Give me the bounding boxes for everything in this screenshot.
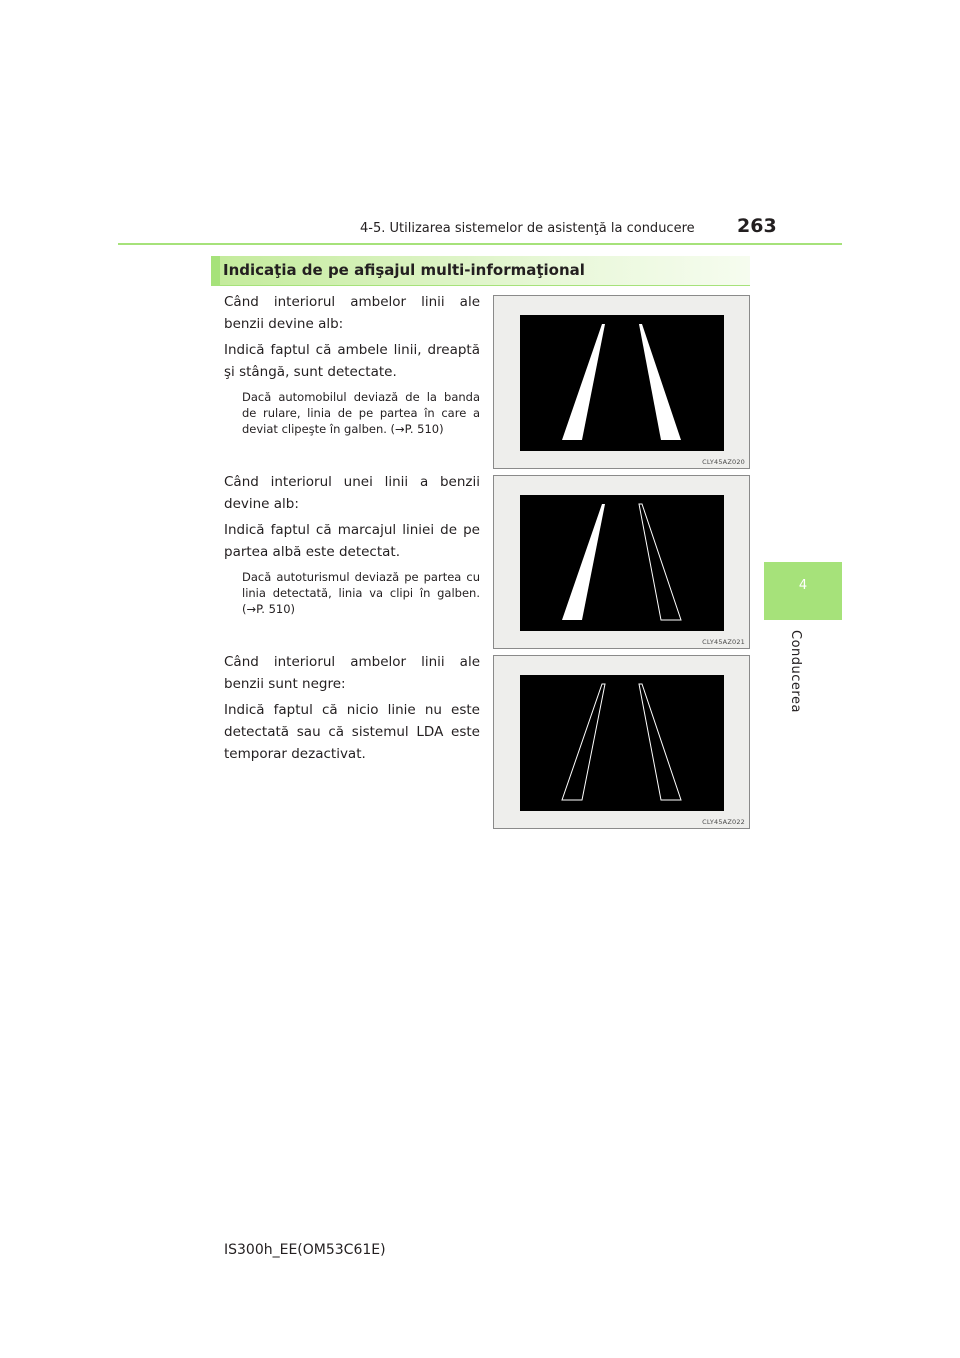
display-screen — [520, 495, 724, 631]
display-screen — [520, 315, 724, 451]
left-lane-line — [562, 684, 605, 800]
chapter-number: 4 — [798, 578, 808, 593]
item-2-condition: Când interiorul unei linii a benzii devine alb: — [224, 474, 480, 512]
item-2-description: Indică faptul că marcajul liniei de pe partea albă este detectat. — [224, 522, 480, 560]
figure-lanes-both-detected — [493, 295, 750, 469]
item-3-description: Indică faptul că nicio linie nu este detectată sau că sistemul LDA este temporar dezactivat. — [224, 702, 480, 762]
lane-lines-graphic — [520, 315, 724, 451]
figure-lanes-none-detected — [493, 655, 750, 829]
item-2-text — [224, 471, 480, 617]
lane-lines-graphic — [520, 675, 724, 811]
display-screen — [520, 675, 724, 811]
item-2-note: Dacă autoturismul deviază pe partea cu linia detectată, linia va clipi în galben. (→P. 510) — [242, 570, 480, 616]
item-3-condition: Când interiorul ambelor linii ale benzii sunt negre: — [224, 654, 480, 692]
section-heading — [211, 256, 750, 286]
item-1-condition: Când interiorul ambelor linii ale benzii devine alb: — [224, 294, 480, 332]
figure-code: CLY45AZ021 — [702, 638, 745, 646]
right-lane-line — [639, 324, 681, 440]
section-heading-text: Indicaţia de pe afişajul multi-informaţional — [223, 261, 585, 279]
footer-model-code: IS300h_EE(OM53C61E) — [224, 1242, 386, 1258]
item-1-text — [224, 291, 480, 437]
item-1-note: Dacă automobilul deviază de la banda de rulare, linia de pe partea în care a deviat clipeşte în galben. (→P. 510) — [242, 390, 480, 436]
chapter-label: Conducerea — [788, 630, 803, 713]
header-rule — [118, 243, 842, 245]
right-lane-line — [639, 504, 681, 620]
chapter-tab — [764, 562, 842, 620]
left-lane-line — [562, 504, 605, 620]
figure-code: CLY45AZ022 — [702, 818, 745, 826]
item-1-description: Indică faptul că ambele linii, dreaptă şi stângă, sunt detectate. — [224, 342, 480, 380]
figure-lanes-one-detected — [493, 475, 750, 649]
lane-lines-graphic — [520, 495, 724, 631]
page-number: 263 — [737, 215, 777, 237]
header-section-title: 4-5. Utilizarea sistemelor de asistenţă la conducere — [360, 221, 695, 236]
left-lane-line — [562, 324, 605, 440]
figure-code: CLY45AZ020 — [702, 458, 745, 466]
right-lane-line — [639, 684, 681, 800]
item-3-text — [224, 651, 480, 765]
